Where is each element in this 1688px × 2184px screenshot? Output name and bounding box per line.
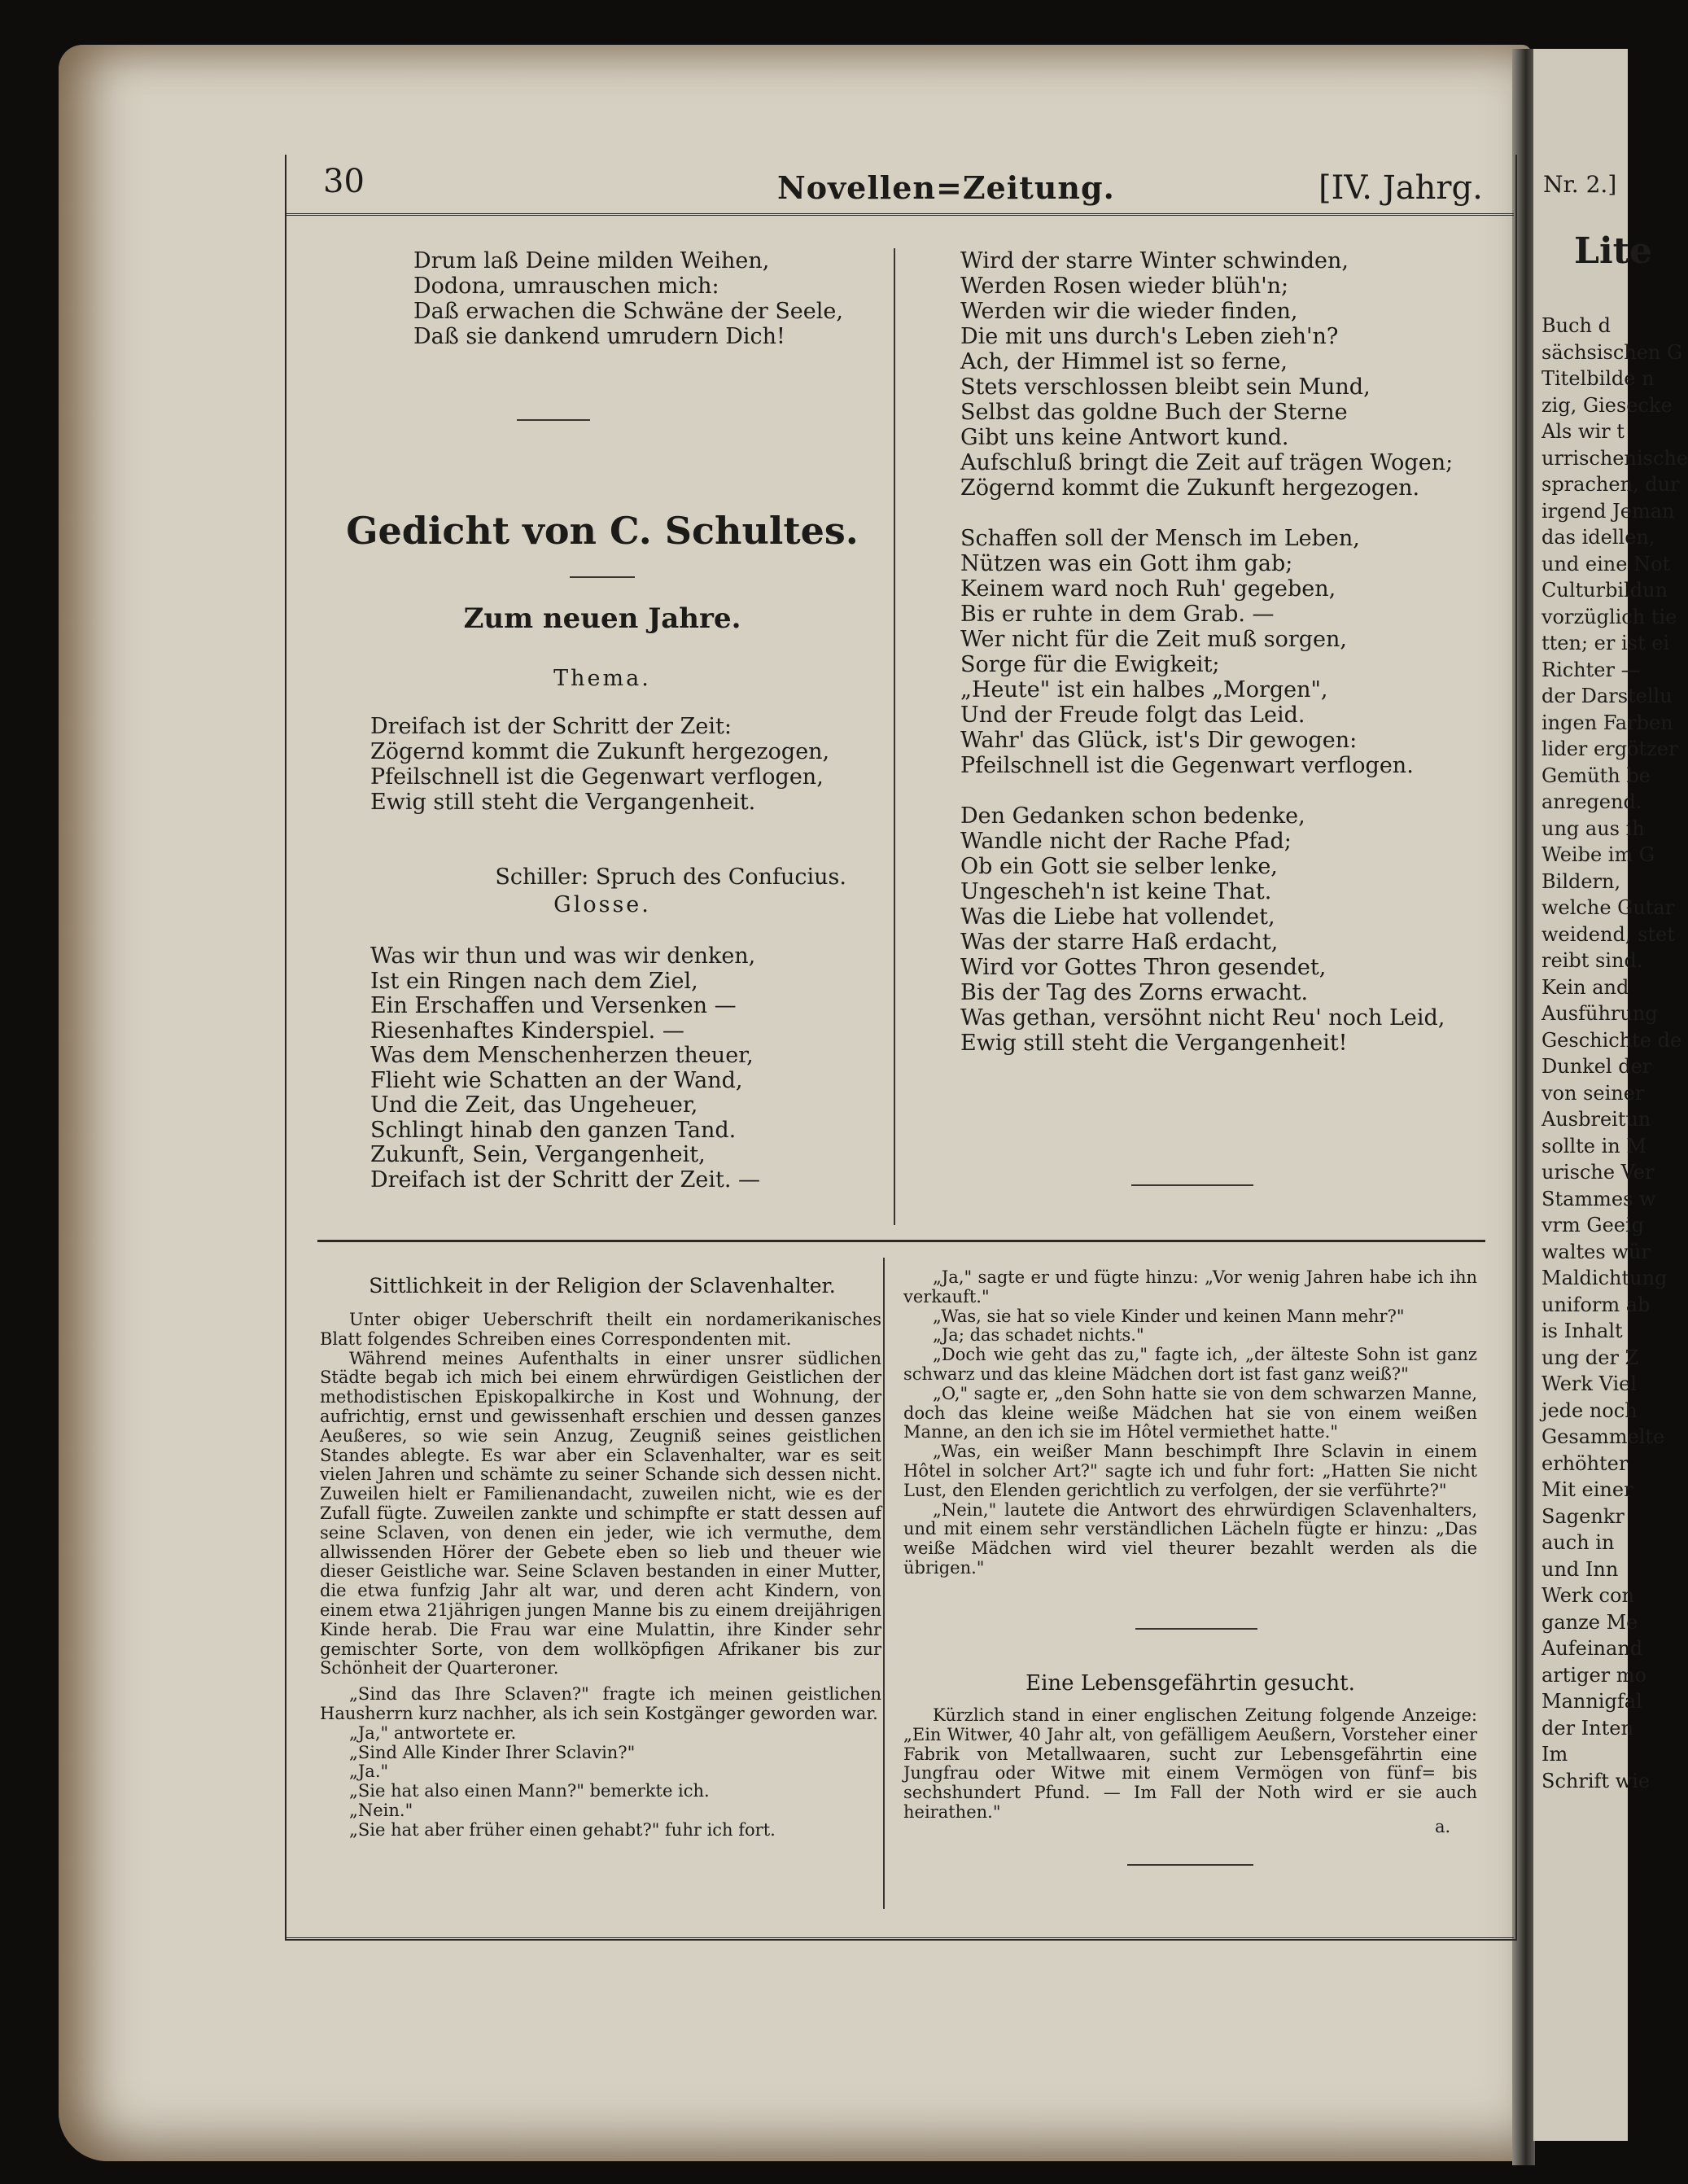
next-page-line: sprachen, dur (1542, 473, 1680, 496)
next-page-line: Gemüth be (1542, 764, 1651, 787)
poem-line: Dreifach ist der Schritt der Zeit. — (370, 1166, 760, 1193)
poem-line: Pfeilschnell ist die Gegenwart verflogen. (960, 753, 1414, 778)
poem-intro (413, 248, 843, 349)
article-title: Eine Lebensgefährtin gesucht. (1025, 1671, 1355, 1696)
next-page-line: Im (1542, 1743, 1568, 1766)
poem-line: Wird vor Gottes Thron gesendet, (960, 955, 1327, 980)
article-paragraph: Kürzlich stand in einer englischen Zeitung folgende Anzeige: „Ein Witwer, 40 Jahr alt, von gefälligem Aeußern, Vorsteher einer Fabrik von Metallwaaren, sucht zur Lebensgefährtin eine Jungfrau oder Witwe mit einem Vermögen von fünf= bis sechshundert Pfund. — Im Fall der Noth wird er sie auch heirathen." (903, 1705, 1477, 1822)
next-page-line: waltes wür (1542, 1240, 1651, 1263)
separator-rule (1127, 1864, 1253, 1866)
next-page-line: Ausbreitun (1542, 1108, 1651, 1131)
poem-line: Bis der Tag des Zorns erwacht. (960, 980, 1309, 1005)
next-page-line: uniform ab (1542, 1293, 1651, 1316)
poem-line: Wer nicht für die Zeit muß sorgen, (960, 627, 1348, 652)
next-page-line: Mit einer (1542, 1478, 1633, 1501)
poem-line: Daß erwachen die Schwäne der Seele, (413, 299, 843, 324)
next-page-line: Maldichtung (1542, 1267, 1668, 1289)
poem-line: Wahr' das Glück, ist's Dir gewogen: (960, 728, 1358, 753)
next-page-line: artiger mo (1542, 1663, 1646, 1687)
page-number: 30 (323, 163, 365, 200)
next-page-line: Buch d (1542, 314, 1611, 337)
next-page-fragment (1533, 49, 1688, 2141)
poem-line: Was dem Menschenherzen theuer, (370, 1043, 754, 1068)
poem-line: Und die Zeit, das Ungeheuer, (370, 1092, 698, 1118)
poem-line: Schlingt hinab den ganzen Tand. (370, 1117, 737, 1143)
dialogue-line: „Nein." (349, 1800, 413, 1820)
next-page-line: auch in (1542, 1531, 1615, 1554)
next-page-line: tten; er ist ei (1542, 632, 1670, 654)
poem-line: Sorge für die Ewigkeit; (960, 652, 1220, 677)
dialogue-line: „Doch wie geht das zu," fagte ich, „der älteste Sohn ist ganz schwarz und das kleine Mädchen dort ist fast ganz weiß?" (903, 1345, 1477, 1384)
poem-line: Bis er ruhte in dem Grab. — (960, 602, 1275, 627)
next-page-line: sächsischen G (1542, 340, 1683, 364)
poem-line: Wandle nicht der Rache Pfad; (960, 829, 1292, 854)
next-page-line: und Inn (1542, 1557, 1619, 1581)
poem-line: Was der starre Haß erdacht, (960, 930, 1279, 955)
next-page-line: welche Gutar (1542, 896, 1675, 919)
next-page-line: Schrift wie (1542, 1769, 1651, 1792)
next-page-line: Titelbilde n (1542, 367, 1655, 390)
next-page-line: jede noch (1542, 1398, 1638, 1422)
next-page-line: Aufeinand (1542, 1637, 1643, 1660)
poem-line: Ewig still steht die Vergangenheit. (370, 790, 756, 815)
next-page-line: Geschichte de (1542, 1028, 1682, 1052)
next-page-line: lider ergötzer (1542, 737, 1678, 760)
poem-line: Stets verschlossen bleibt sein Mund, (960, 374, 1371, 400)
next-page-line: Als wir t (1542, 420, 1625, 443)
dialogue-line: „Ja." (349, 1762, 389, 1782)
header-rule (285, 213, 1514, 216)
dialogue-line: „Ja," sagte er und fügte hinzu: „Vor wenig Jahren habe ich ihn verkauft." (903, 1267, 1477, 1306)
poem-line: Flieht wie Schatten an der Wand, (370, 1067, 743, 1093)
next-page-line: ingen Farben (1542, 711, 1673, 734)
poem-line: Pfeilschnell ist die Gegenwart verflogen, (370, 764, 824, 790)
next-page-line: der Darstellu (1542, 685, 1673, 707)
attribution: Schiller: Spruch des Confucius. (495, 864, 846, 890)
poem-line: Wird der starre Winter schwinden, (960, 248, 1349, 274)
separator-rule (1131, 1184, 1253, 1186)
article-signature: a. (1435, 1817, 1451, 1836)
poem-line: Dodona, umrauschen mich: (413, 274, 719, 299)
next-page-line: ung der Z (1542, 1346, 1639, 1369)
poem-line: Riesenhaftes Kinderspiel. — (370, 1018, 684, 1044)
next-page-line: Weibe im G (1542, 843, 1655, 866)
next-page-line: Culturbildun (1542, 579, 1668, 602)
next-page-line: das idellen, (1542, 526, 1655, 549)
poem-right-column (960, 248, 1453, 1081)
dialogue-line: „Sind Alle Kinder Ihrer Sclavin?" (349, 1742, 636, 1762)
next-page-line: is Inhalt (1542, 1320, 1623, 1342)
poem-line: Was gethan, versöhnt nicht Reu' noch Leid, (960, 1005, 1445, 1031)
poem-line: Gibt uns keine Antwort kund. (960, 425, 1289, 450)
next-page-line: Stammes w (1542, 1187, 1656, 1210)
article-title: Sittlichkeit in der Religion der Sclavenhalter. (369, 1274, 836, 1298)
poem-line: Werden Rosen wieder blüh'n; (960, 274, 1289, 299)
glosse-label: Glosse. (553, 892, 651, 917)
next-page-line: erhöhter (1542, 1451, 1629, 1475)
poem-line: „Heute" ist ein halbes „Morgen", (960, 677, 1328, 702)
next-page-line: Gesammelte (1542, 1425, 1665, 1448)
poem-line: Aufschluß bringt die Zeit auf trägen Wogen; (960, 450, 1454, 475)
poem-line: Ist ein Ringen nach dem Ziel, (370, 968, 698, 994)
next-page-lines (1533, 313, 1688, 1794)
dialogue-line: „Was, ein weißer Mann beschimpft Ihre Sclavin in einem Hôtel in solcher Art?" sagte ich und fuhr fort: „Hatten Sie nicht Lust, den Elenden gerichtlich zu verfolgen, der sie verführte?" (903, 1442, 1477, 1500)
dialogue-line: „Was, sie hat so viele Kinder und keinen Mann mehr?" (933, 1306, 1405, 1326)
next-page-line: Bildern, (1542, 869, 1621, 893)
poem-line: Die mit uns durch's Leben zieh'n? (960, 324, 1339, 349)
article-body (320, 1311, 881, 1840)
poem-line: Was die Liebe hat vollendet, (960, 904, 1275, 930)
next-page-line: zig, Giesecke (1542, 393, 1673, 417)
next-page-line: und eine Not (1542, 552, 1671, 576)
poem-line: Den Gedanken schon bedenke, (960, 803, 1305, 829)
article-body (903, 1706, 1477, 1823)
next-page-line: vorzüglich tie (1542, 605, 1677, 628)
poem-line: Zukunft, Sein, Vergangenheit, (370, 1142, 706, 1167)
poem-title: Gedicht von C. Schultes. (346, 509, 859, 553)
poem-line: Dreifach ist der Schritt der Zeit: (370, 714, 732, 739)
poem-line: Drum laß Deine milden Weihen, (413, 248, 770, 274)
next-page-line: reibt sind. (1542, 949, 1643, 972)
poem-line: Was wir thun und was wir denken, (370, 943, 756, 969)
separator-rule (570, 576, 635, 578)
next-page-title: Lite (1574, 230, 1652, 272)
footer-rule (285, 1937, 1514, 1940)
next-page-line: weidend, stet (1542, 922, 1675, 946)
volume-label: [IV. Jahrg. (1318, 169, 1483, 207)
poem-line: Selbst das goldne Buch der Sterne (960, 400, 1348, 425)
separator-rule (1135, 1628, 1257, 1630)
dialogue-line: „Ja; das schadet nichts." (933, 1325, 1144, 1346)
thema-label: Thema. (553, 666, 651, 691)
poem-line: Und der Freude folgt das Leid. (960, 702, 1305, 728)
dialogue-line: „O," sagte er, „den Sohn hatte sie von dem schwarzen Manne, doch das kleine weiße Mädchen hat sie von einem weißen Manne, an den ich sie im Hôtel vermiethet hatte." (903, 1383, 1477, 1442)
next-page-line: von seiner (1542, 1081, 1645, 1105)
column-separator (894, 248, 895, 1225)
next-page-header: Nr. 2.] (1543, 171, 1617, 198)
dialogue-line: „Nein," lautete die Antwort des ehrwürdigen Sclavenhalters, und mit einem sehr verständlichen Lächeln fügte er hinzu: „Das weiße Mädchen wird viel theurer bezahlt werden als die übrigen." (903, 1499, 1477, 1578)
poem-line: Ob ein Gott sie selber lenke, (960, 854, 1278, 879)
article-continuation (903, 1268, 1477, 1578)
column-separator (883, 1258, 885, 1909)
next-page-line: ganze Me (1542, 1610, 1638, 1634)
poem-line: Ewig still steht die Vergangenheit! (960, 1031, 1348, 1056)
next-page-line: Ausführung (1542, 1002, 1658, 1025)
section-rule (317, 1240, 1485, 1242)
article-paragraph: Unter obiger Ueberschrift theilt ein nordamerikanisches Blatt folgendes Schreiben eines Correspondenten mit. (320, 1310, 881, 1349)
poem-line: Zögernd kommt die Zukunft hergezogen, (370, 739, 830, 764)
next-page-line: urische Ver (1542, 1161, 1655, 1184)
article-paragraph: „Sind das Ihre Sclaven?" fragte ich meinen geistlichen Hausherrn kurz nachher, als ich sein Kostgänger geworden war. (320, 1684, 881, 1723)
stanza (960, 248, 1453, 501)
poem-line: Ach, der Himmel ist so ferne, (960, 349, 1288, 374)
poem-line: Zögernd kommt die Zukunft hergezogen. (960, 475, 1420, 501)
next-page-line: sollte in M (1542, 1134, 1646, 1158)
poem-line: Werden wir die wieder finden, (960, 299, 1298, 324)
dialogue-line: „Sie hat aber früher einen gehabt?" fuhr ich fort. (349, 1819, 776, 1840)
next-page-line: irgend Jeman (1542, 499, 1675, 523)
poem-subtitle: Zum neuen Jahre. (463, 602, 741, 635)
stanza (960, 803, 1453, 1056)
next-page-line: anregend. (1542, 790, 1642, 813)
next-page-line: Sagenkr (1542, 1504, 1625, 1528)
dialogue-line: „Ja," antwortete er. (349, 1722, 517, 1743)
poem-line: Keinem ward noch Ruh' gegeben, (960, 576, 1336, 602)
next-page-line: Kein and (1542, 975, 1629, 999)
next-page-line: Werk con (1542, 1584, 1634, 1607)
next-page-line: ung aus ih (1542, 816, 1645, 840)
dialogue-line: „Sie hat also einen Mann?" bemerkte ich. (349, 1781, 710, 1801)
article-paragraph: Während meines Aufenthalts in einer unsrer südlichen Städte begab ich mich bei einem ehrwürdigen Geistlichen der methodistischen Episkopalkirche in Kost und Wohnung, der aufrichtig, ernst und gewissenhaft erschien und dessen ganzes Aeußeres, so wie sein Anzug, Zeugniß seines geistlichen Standes ablegte. Es war aber ein Sclavenhalter, war es seit vielen Jahren und schämte zu seiner Schande sich dessen nicht. Zuweilen hielt er Familienandacht, zuweilen nicht, wie es der Zufall fügte. Zuweilen zankte und schimpfte er statt dessen auf seine Sclaven, von denen ein jeder, wie ich vermuthe, dem allwissenden Hörer der Gebete eben so lieb und theuer wie dieser Geistliche war. Seine Sclaven bestanden in einer Mutter, die etwa funfzig Jahr alt war, und deren acht Kindern, von einem etwa 21jährigen jungen Manne bis zu einem dreijährigen Kinde herab. Die Frau war eine Mulattin, ihre Kinder sehr gemischter Sorte, von dem wollköpfigen Afrikaner bis zur Schönheit der Quarteroner. (320, 1348, 881, 1678)
poem-line: Daß sie dankend umrudern Dich! (413, 324, 785, 349)
running-title: Novellen=Zeitung. (777, 169, 1115, 206)
next-page-line: Richter — (1542, 658, 1641, 681)
poem-line: Ungescheh'n ist keine That. (960, 879, 1272, 904)
next-page-line: Dunkel der (1542, 1055, 1652, 1078)
next-page-line: vrm Geeig (1542, 1214, 1645, 1236)
glosse-verses (370, 944, 760, 1193)
next-page-line: Mannigfal (1542, 1690, 1642, 1713)
poem-line: Nützen was ein Gott ihm gab; (960, 551, 1293, 576)
next-page-line: Werk Viel (1542, 1372, 1638, 1395)
thema-verses (370, 714, 829, 815)
stanza (960, 526, 1453, 778)
next-page-line: der Inten (1542, 1716, 1633, 1740)
separator-rule (517, 419, 590, 421)
poem-line: Schaffen soll der Mensch im Leben, (960, 526, 1360, 551)
poem-line: Ein Erschaffen und Versenken — (370, 993, 737, 1018)
next-page-line: urrischenische (1542, 446, 1688, 470)
